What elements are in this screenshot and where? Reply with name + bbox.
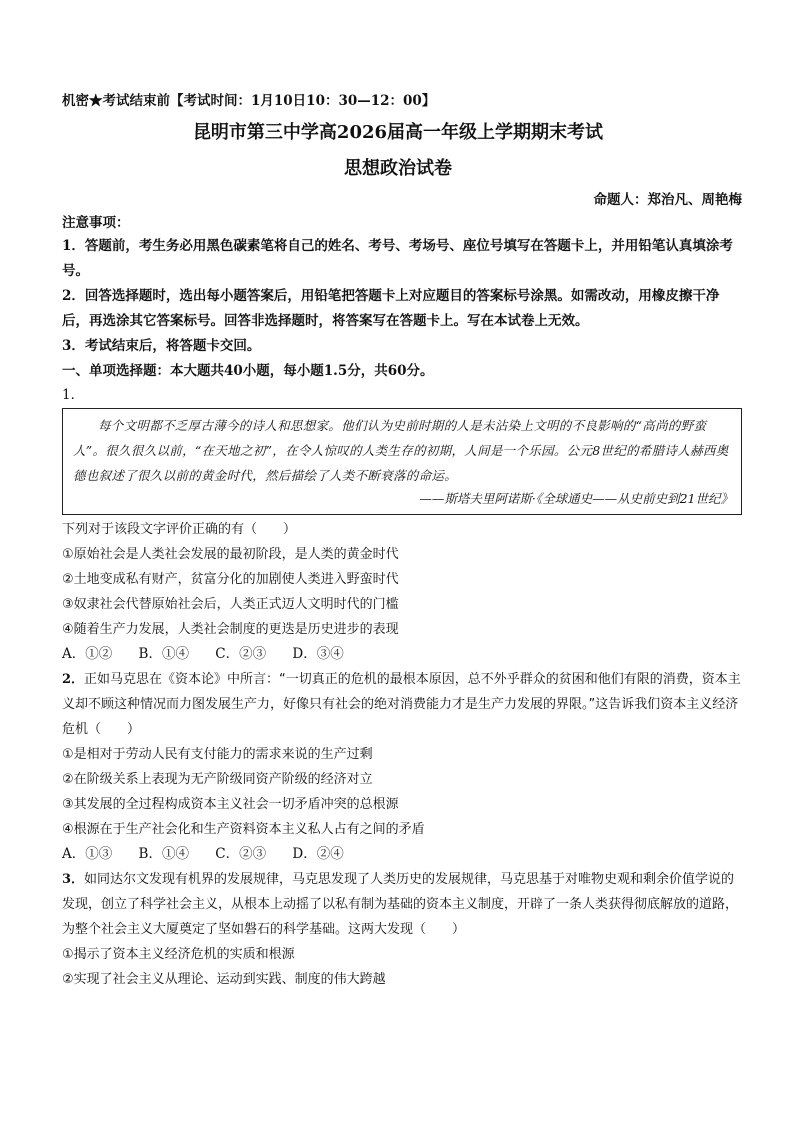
question-1-number: 1． [62, 387, 85, 403]
question-3-stem: 如同达尔文发现有机界的发展规律，马克思发现了人类历史的发展规律，马克思基于对唯物史观和剩余价值学说的发现，创立了科学社会主义，从根本上动摇了以私有制为基础的资本主义制度，开辟了一条人类获得彻底解放的道路，为整个社会主义大厦奠定了坚如磐石的科学基础。这两大发现（ ） [62, 872, 739, 937]
question-2-choice-a: A．①③ [62, 846, 113, 862]
question-2-number: 2． [62, 672, 85, 687]
question-1-option-4: ④随着生产力发展，人类社会制度的更迭是历史进步的表现 [62, 622, 399, 637]
question-1-stem: 下列对于该段文字评价正确的有（ ） [62, 522, 297, 537]
exam-subtitle: 思想政治试卷 [344, 158, 452, 179]
exam-author: 命题人：郑治凡、周艳梅 [593, 192, 742, 208]
note-item-2: 2．回答选择题时，选出每小题答案后，用铅笔把答题卡上对应题目的答案标号涂黑。如需改动，用橡皮擦干净后，再选涂其它答案标号。回答非选择题时，将答案写在答题卡上。写在本试卷上无效。 [62, 288, 720, 329]
question-1-choices [62, 642, 742, 667]
notes-heading: 注意事项： [62, 215, 130, 231]
question-3-option-1: ①揭示了资本主义经济危机的实质和根源 [62, 947, 295, 962]
question-2-choice-d: D．②④ [292, 846, 344, 862]
section-heading: 一、单项选择题：本大题共40小题，每小题1.5分，共60分。 [62, 363, 434, 379]
question-2 [62, 667, 742, 742]
question-1-option-1: ①原始社会是人类社会发展的最初阶段，是人类的黄金时代 [62, 547, 399, 562]
exam-page [62, 90, 742, 992]
question-1-option-2: ②土地变成私有财产，贫富分化的加剧使人类进入野蛮时代 [62, 572, 399, 587]
question-2-option-2: ②在阶级关系上表现为无产阶级同资产阶级的经济对立 [62, 772, 373, 787]
question-1-choice-b: B．①④ [138, 646, 189, 662]
question-1-option-3: ③奴隶社会代替原始社会后，人类正式迈人文明时代的门槛 [62, 597, 399, 612]
question-2-choice-c: C．②③ [215, 846, 267, 862]
question-1-quote-source: ——斯塔夫里阿诺斯·《全球通史——从史前史到21世纪》 [419, 491, 733, 506]
note-item-3: 3．考试结束后，将答题卡交回。 [62, 338, 261, 354]
exam-title: 昆明市第三中学高2026届高一年级上学期期末考试 [192, 122, 604, 143]
question-3-option-2: ②实现了社会主义从理论、运动到实践、制度的伟大跨越 [62, 972, 386, 987]
note-item-1: 1．答题前，考生务必用黑色碳素笔将自己的姓名、考号、考场号、座位号填写在答题卡上，并用铅笔认真填涂考号。 [62, 238, 733, 279]
question-1-choice-c: C．②③ [215, 646, 267, 662]
question-2-option-1: ①是相对于劳动人民有支付能力的需求来说的生产过剩 [62, 747, 373, 762]
question-1-choice-d: D．③④ [292, 646, 344, 662]
question-3-number: 3． [62, 872, 85, 887]
question-2-choice-b: B．①④ [138, 846, 189, 862]
question-2-option-4: ④根源在于生产社会化和生产资料资本主义私人占有之间的矛盾 [62, 822, 425, 837]
question-2-stem: 正如马克思在《资本论》中所言：“一切真正的危机的最根本原因，总不外乎群众的贫困和他们有限的消费，资本主义却不顾这种情况而力图发展生产力，好像只有社会的绝对消费能力才是生产力发展的界限。”这告诉我们资本主义经济危机（ ） [62, 672, 741, 737]
question-1-quote: 每个文明都不乏厚古薄今的诗人和思想家。他们认为史前时期的人是未沾染上文明的不良影响的“高尚的野蛮人”。很久很久以前，“在天地之初”，在令人惊叹的人类生存的初期，人间是一个乐园。公元8世纪的希腊诗人赫西奥德也叙述了很久以前的黄金时代，然后描绘了人类不断衰落的命运。 [73, 418, 729, 483]
question-3 [62, 867, 742, 942]
question-1-quote-box [62, 408, 742, 515]
confidential-notice: 机密★考试结束前【考试时间：1月10日10：30—12：00】 [62, 93, 436, 109]
question-1-choice-a: A．①② [62, 646, 113, 662]
question-2-option-3: ③其发展的全过程构成资本主义社会一切矛盾冲突的总根源 [62, 797, 399, 812]
question-2-choices [62, 842, 742, 867]
